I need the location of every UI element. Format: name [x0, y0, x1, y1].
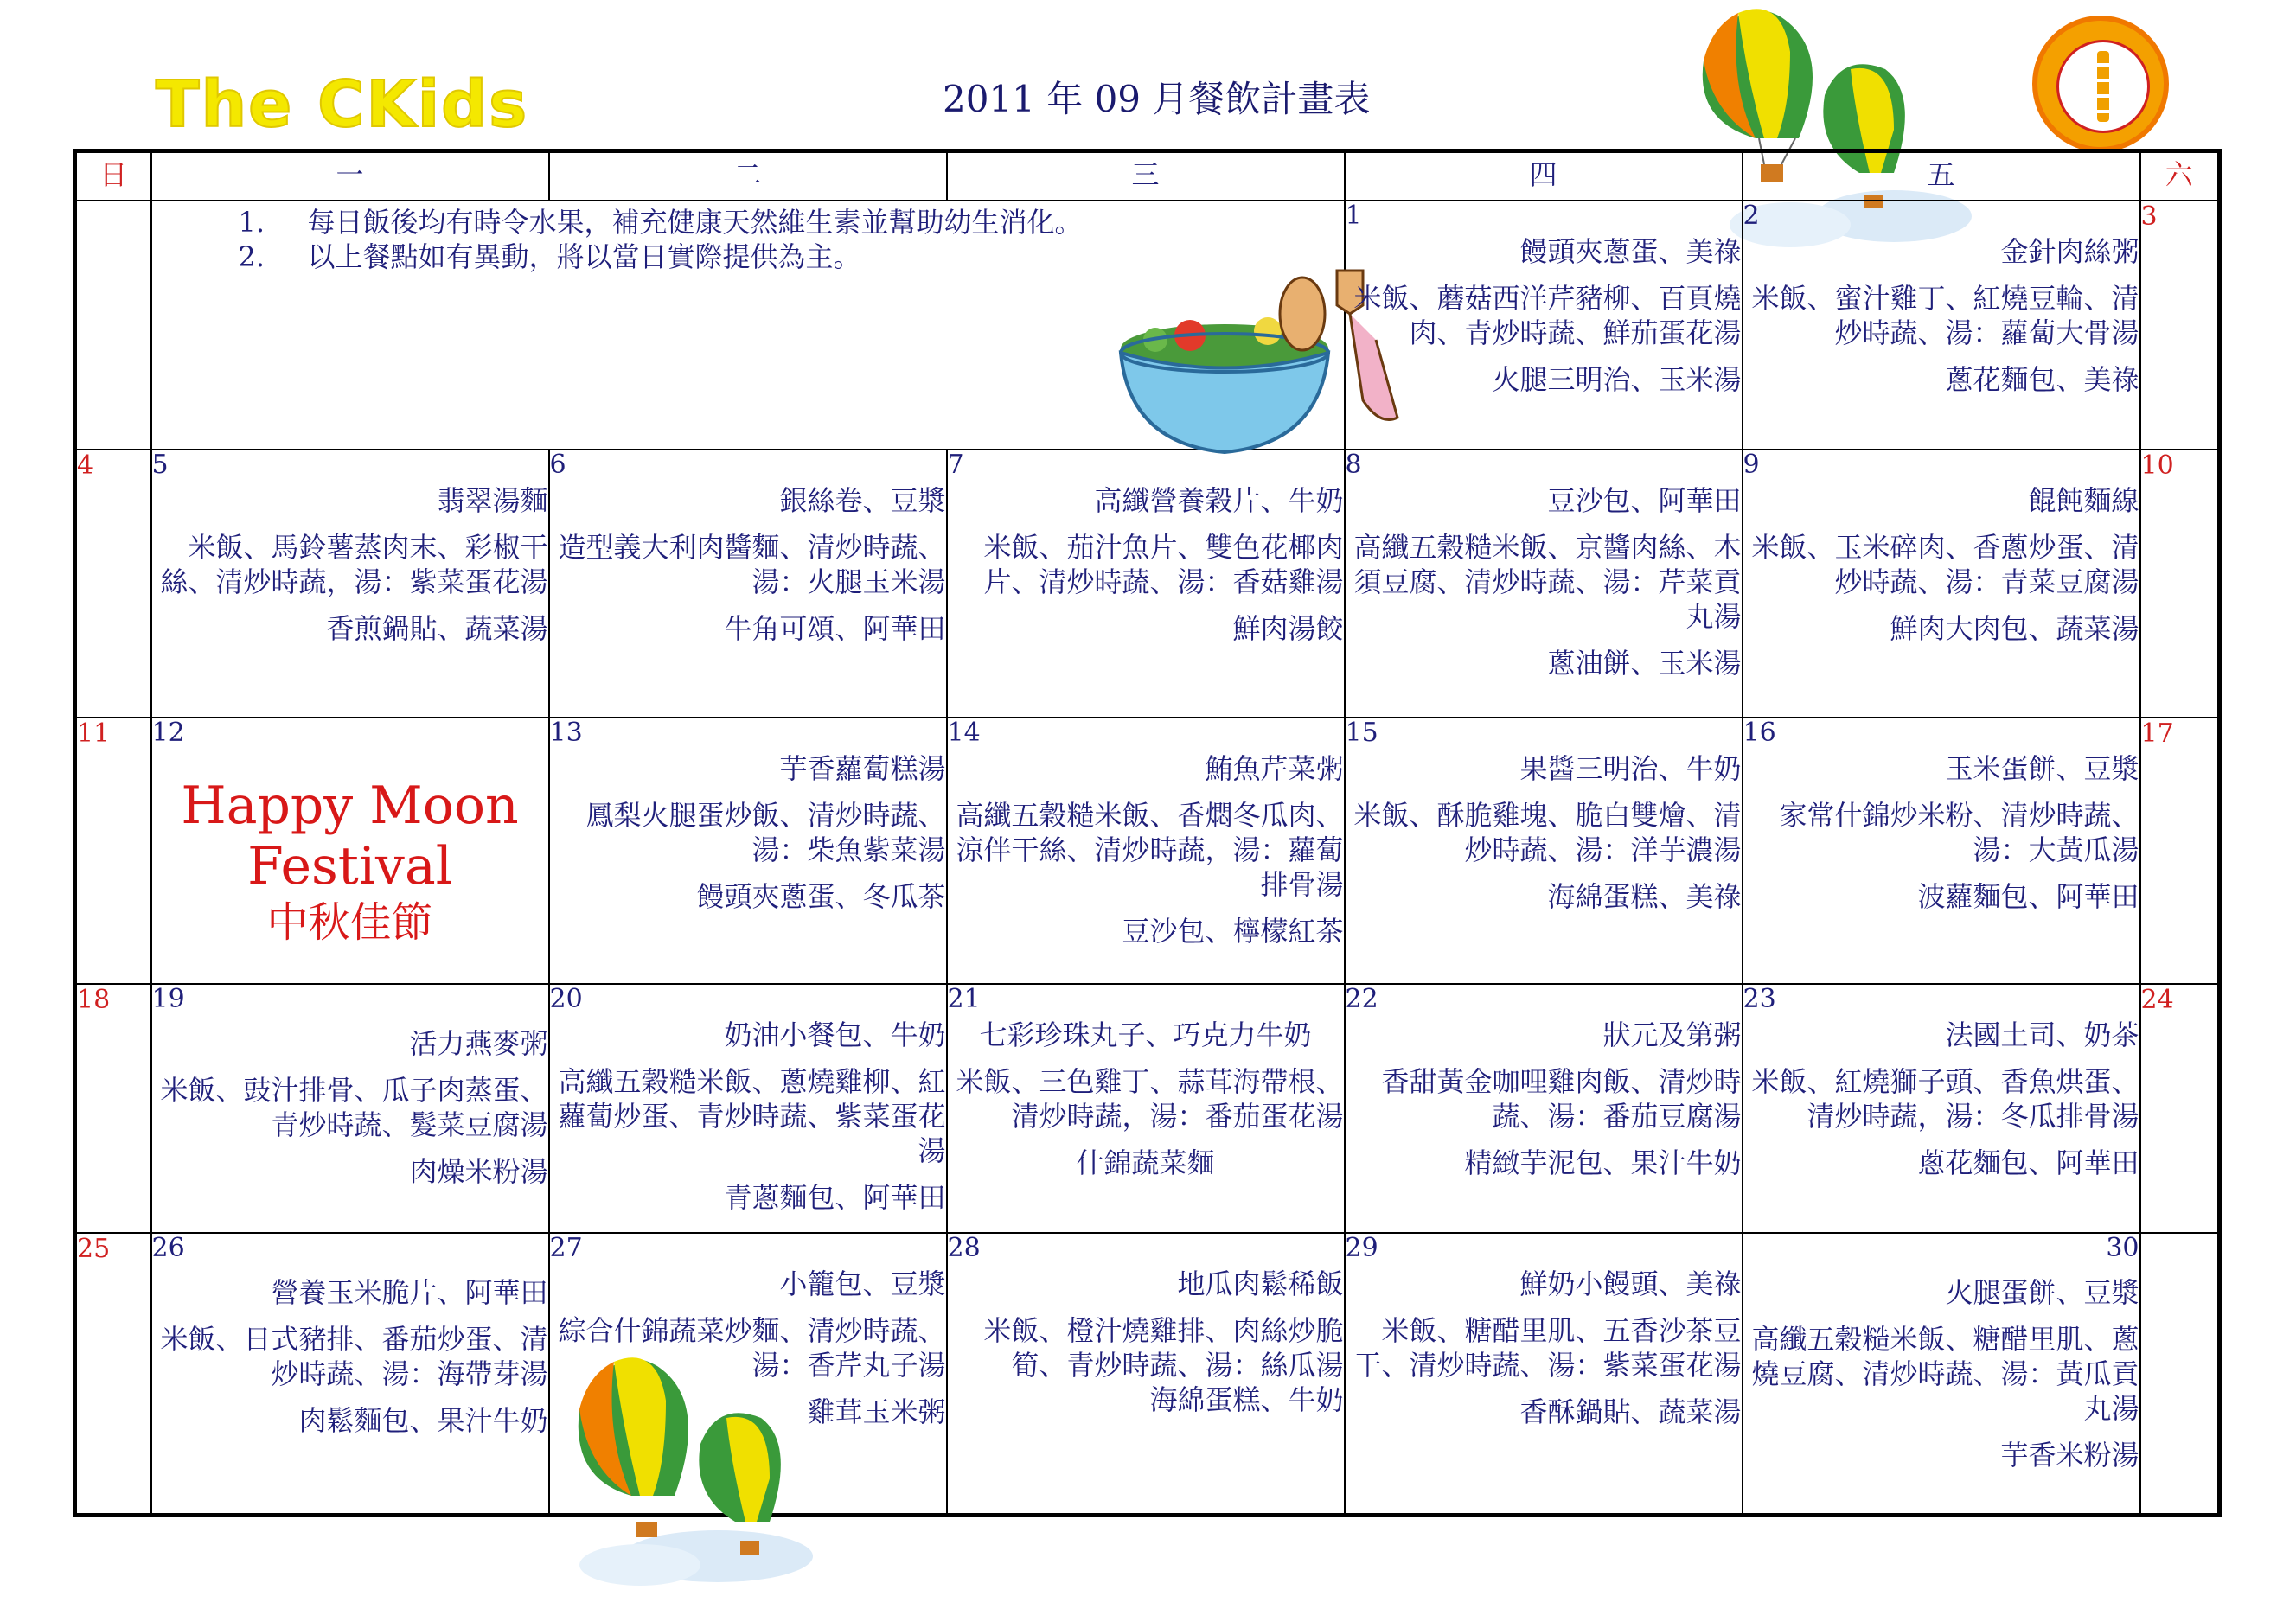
meal-afternoon: 牛角可頌、阿華田 — [724, 612, 946, 645]
day-cell — [1743, 201, 2140, 450]
day-cell — [947, 718, 1345, 984]
day-cell — [549, 450, 947, 718]
meal-lunch: 米飯、三色雞丁、蒜茸海帶根、清炒時蔬，湯：番茄蛋花湯 — [956, 1065, 1344, 1133]
meal-calendar — [73, 149, 2222, 1517]
day-cell — [1345, 718, 1743, 984]
day-cell — [151, 718, 549, 984]
meal-afternoon: 鮮肉湯餃 — [1232, 612, 1344, 645]
week-row — [75, 1233, 2220, 1515]
meal-afternoon: 海綿蛋糕、牛奶 — [1149, 1383, 1344, 1416]
meal-morning: 豆沙包、阿華田 — [1547, 484, 1742, 517]
meal-lunch: 香甜黃金咖哩雞肉飯、清炒時蔬、湯：番茄豆腐湯 — [1381, 1065, 1742, 1133]
meal-lunch: 綜合什錦蔬菜炒麵、清炒時蔬、湯：香芹丸子湯 — [558, 1314, 946, 1382]
day-cell — [1743, 1233, 2140, 1515]
weekday-header-row — [75, 151, 2220, 201]
meal-afternoon: 波蘿麵包、阿華田 — [1917, 880, 2139, 913]
day-cell — [1345, 1233, 1743, 1515]
meal-afternoon: 香煎鍋貼、蔬菜湯 — [326, 612, 548, 645]
meal-morning: 翡翠湯麵 — [437, 484, 548, 517]
meal-afternoon: 肉鬆麵包、果汁牛奶 — [298, 1404, 548, 1437]
saturday-date: 3 — [2140, 201, 2220, 450]
meal-lunch: 米飯、酥脆雞塊、脆白雙燴、清炒時蔬、湯：洋芋濃湯 — [1353, 799, 1742, 866]
day-number: 15 — [1345, 718, 1378, 748]
day-number: 7 — [947, 450, 964, 480]
festival-title-en-line1: Happy Moon — [181, 776, 519, 836]
day-number: 23 — [1743, 984, 1776, 1014]
meal-morning: 活力燕麥粥 — [409, 1027, 548, 1060]
meal-morning: 高纖營養穀片、牛奶 — [1094, 484, 1344, 517]
meal-lunch: 米飯、茄汁魚片、雙色花椰肉片、清炒時蔬、湯：香菇雞湯 — [983, 531, 1344, 598]
day-number: 13 — [549, 718, 583, 748]
day-number: 29 — [1345, 1233, 1378, 1263]
day-cell — [1345, 450, 1743, 718]
meal-afternoon: 鮮肉大肉包、蔬菜湯 — [1890, 612, 2139, 645]
week-row — [75, 984, 2220, 1233]
week-row — [75, 201, 2220, 450]
sunday-date: 4 — [75, 450, 151, 718]
day-cell — [549, 984, 947, 1233]
meal-lunch: 高纖五穀糙米飯、糖醋里肌、蔥燒豆腐、清炒時蔬、湯：黃瓜貢丸湯 — [1751, 1323, 2139, 1425]
meal-lunch: 米飯、玉米碎肉、香蔥炒蛋、清炒時蔬、湯：青菜豆腐湯 — [1751, 531, 2139, 598]
day-number: 8 — [1345, 450, 1362, 480]
saturday-date: 17 — [2140, 718, 2220, 984]
day-number: 2 — [1743, 201, 1760, 231]
week-row — [75, 718, 2220, 984]
day-number: 22 — [1345, 984, 1378, 1014]
hot-air-balloon-icon — [571, 1349, 830, 1599]
meal-lunch: 米飯、蜜汁雞丁、紅燒豆輪、清炒時蔬、湯：蘿蔔大骨湯 — [1751, 282, 2139, 349]
sunday-date: 11 — [75, 718, 151, 984]
festival-title-en-line2: Festival — [247, 836, 452, 897]
meal-afternoon: 火腿三明治、玉米湯 — [1492, 363, 1742, 396]
day-number: 21 — [947, 984, 981, 1014]
meal-afternoon: 海綿蛋糕、美祿 — [1547, 880, 1742, 913]
page-title: 2011 年 09 月餐飲計畫表 — [943, 78, 1371, 120]
week-row — [75, 450, 2220, 718]
meal-morning: 玉米蛋餅、豆漿 — [1945, 752, 2139, 785]
note-item: 2. 以上餐點如有異動，將以當日實際提供為主。 — [238, 240, 861, 273]
meal-morning: 鮮奶小饅頭、美祿 — [1519, 1267, 1742, 1300]
weekday-tue: 二 — [549, 151, 947, 201]
brand-logo: The CKids — [156, 67, 529, 142]
meal-morning: 鮪魚芹菜粥 — [1205, 752, 1344, 785]
saturday-date — [2140, 1233, 2220, 1515]
meal-morning: 火腿蛋餅、豆漿 — [1945, 1276, 2139, 1309]
day-number: 26 — [151, 1233, 185, 1263]
meal-morning: 奶油小餐包、牛奶 — [724, 1018, 946, 1051]
meal-afternoon: 雞茸玉米粥 — [807, 1395, 946, 1428]
note-item: 1. 每日飯後均有時令水果，補充健康天然維生素並幫助幼生消化。 — [238, 206, 1083, 239]
day-number: 30 — [2106, 1233, 2139, 1263]
day-number: 14 — [947, 718, 981, 748]
day-cell — [947, 1233, 1345, 1515]
meal-afternoon: 芋香米粉湯 — [2000, 1439, 2139, 1472]
meal-lunch: 高纖五穀糙米飯、蔥燒雞柳、紅蘿蔔炒蛋、青炒時蔬、紫菜蛋花湯 — [558, 1065, 946, 1167]
day-number: 16 — [1743, 718, 1776, 748]
day-cell — [1345, 984, 1743, 1233]
day-number: 20 — [549, 984, 583, 1014]
meal-morning: 金針肉絲粥 — [2000, 235, 2139, 268]
meal-morning: 營養玉米脆片、阿華田 — [271, 1276, 548, 1309]
meal-afternoon: 青蔥麵包、阿華田 — [724, 1181, 946, 1214]
meal-lunch: 鳳梨火腿蛋炒飯、清炒時蔬、湯：柴魚紫菜湯 — [585, 799, 946, 866]
meal-lunch: 造型義大利肉醬麵、清炒時蔬、湯：火腿玉米湯 — [558, 531, 946, 598]
meal-afternoon: 肉燥米粉湯 — [409, 1155, 548, 1188]
weekday-sun: 日 — [75, 151, 151, 201]
day-cell — [1743, 718, 2140, 984]
day-cell — [947, 984, 1345, 1233]
day-number: 5 — [151, 450, 169, 480]
meal-afternoon: 豆沙包、檸檬紅茶 — [1122, 915, 1344, 948]
weekday-fri: 五 — [1743, 151, 2140, 201]
day-cell — [1743, 984, 2140, 1233]
saturday-date: 10 — [2140, 450, 2220, 718]
sunday-date: 18 — [75, 984, 151, 1233]
meal-morning: 狀元及第粥 — [1602, 1018, 1742, 1051]
meal-lunch: 高纖五穀糙米飯、香燜冬瓜肉、涼伴干絲、清炒時蔬，湯：蘿蔔排骨湯 — [956, 799, 1344, 901]
meal-lunch: 家常什錦炒米粉、清炒時蔬、湯：大黃瓜湯 — [1779, 799, 2139, 866]
meal-afternoon: 精緻芋泥包、果汁牛奶 — [1464, 1146, 1742, 1179]
meal-afternoon: 蔥油餅、玉米湯 — [1547, 647, 1742, 680]
sunday-date — [75, 201, 151, 450]
day-number: 12 — [151, 718, 185, 748]
day-number: 1 — [1345, 201, 1362, 231]
day-cell — [947, 450, 1345, 718]
weekday-sat: 六 — [2140, 151, 2220, 201]
saturday-date: 24 — [2140, 984, 2220, 1233]
meal-lunch: 米飯、糖醋里肌、五香沙茶豆干、清炒時蔬、湯：紫菜蛋花湯 — [1353, 1314, 1742, 1382]
meal-lunch: 米飯、紅燒獅子頭、香魚烘蛋、清炒時蔬，湯：冬瓜排骨湯 — [1751, 1065, 2139, 1133]
day-number: 28 — [947, 1233, 981, 1263]
weekday-wed: 三 — [947, 151, 1345, 201]
meal-lunch: 米飯、橙汁燒雞排、肉絲炒脆筍、青炒時蔬、湯：絲瓜湯 — [983, 1314, 1344, 1382]
meal-morning: 法國土司、奶茶 — [1945, 1018, 2139, 1051]
notes-cell — [151, 201, 1345, 450]
meal-lunch: 米飯、豉汁排骨、瓜子肉蒸蛋、青炒時蔬、髮菜豆腐湯 — [160, 1074, 548, 1141]
day-number: 27 — [549, 1233, 583, 1263]
day-number: 9 — [1743, 450, 1760, 480]
sunday-date: 25 — [75, 1233, 151, 1515]
meal-lunch: 米飯、馬鈴薯蒸肉末、彩椒干絲、清炒時蔬，湯：紫菜蛋花湯 — [160, 531, 548, 598]
meal-lunch: 米飯、蘑菇西洋芹豬柳、百頁燒肉、青炒時蔬、鮮茄蛋花湯 — [1353, 282, 1742, 349]
meal-morning: 地瓜肉鬆稀飯 — [1177, 1267, 1344, 1300]
day-cell — [1743, 450, 2140, 718]
day-cell — [1345, 201, 1743, 450]
meal-afternoon: 香酥鍋貼、蔬菜湯 — [1519, 1395, 1742, 1428]
weekday-thu: 四 — [1345, 151, 1743, 201]
meal-afternoon: 蔥花麵包、阿華田 — [1917, 1146, 2139, 1179]
festival-title-zh: 中秋佳節 — [266, 898, 433, 947]
meal-afternoon: 饅頭夾蔥蛋、冬瓜茶 — [696, 880, 946, 913]
meal-afternoon: 什錦蔬菜麵 — [1076, 1146, 1215, 1179]
meal-lunch: 米飯、日式豬排、番茄炒蛋、清炒時蔬、湯：海帶芽湯 — [160, 1323, 548, 1390]
day-cell — [549, 718, 947, 984]
weekday-mon: 一 — [151, 151, 549, 201]
meal-morning: 果醬三明治、牛奶 — [1519, 752, 1742, 785]
meal-morning: 芋香蘿蔔糕湯 — [779, 752, 946, 785]
day-cell — [151, 450, 549, 718]
meal-morning: 小籠包、豆漿 — [779, 1267, 946, 1300]
day-cell — [151, 984, 549, 1233]
day-number: 6 — [549, 450, 566, 480]
meal-afternoon: 蔥花麵包、美祿 — [1945, 363, 2139, 396]
meal-morning: 銀絲卷、豆漿 — [779, 484, 946, 517]
meal-morning: 七彩珍珠丸子、巧克力牛奶 — [979, 1018, 1312, 1051]
day-cell — [151, 1233, 549, 1515]
school-badge-icon — [2032, 16, 2169, 152]
festival-label — [152, 776, 548, 948]
meal-morning: 餛飩麵線 — [2028, 484, 2139, 517]
meal-morning: 饅頭夾蔥蛋、美祿 — [1519, 235, 1742, 268]
meal-lunch: 高纖五穀糙米飯、京醬肉絲、木須豆腐、清炒時蔬、湯：芹菜貢丸湯 — [1353, 531, 1742, 633]
day-number: 19 — [151, 984, 185, 1014]
